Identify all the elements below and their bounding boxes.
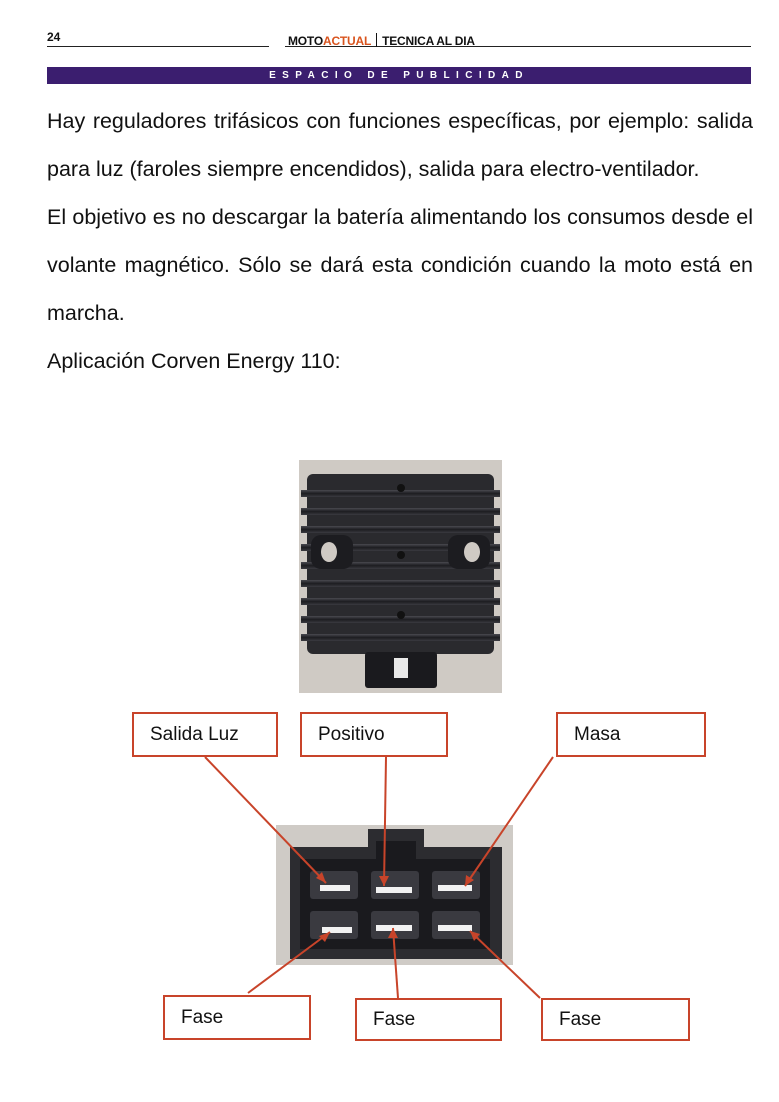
paragraph-2: El objetivo es no descargar la batería alimentando los consumos desde el volante magnético. Sólo se dará esta condición cuando la moto está en marcha. (47, 205, 753, 325)
label-fase-left: Fase (163, 995, 311, 1040)
ad-bar: ESPACIO DE PUBLICIDAD (47, 67, 751, 84)
header-brand (288, 33, 475, 48)
label-fase-center: Fase (355, 998, 502, 1041)
label-fase-right: Fase (541, 998, 690, 1041)
label-positivo: Positivo (300, 712, 448, 757)
page-number: 24 (47, 30, 61, 44)
brand-moto: MOTO (288, 34, 323, 48)
paragraph-1: Hay reguladores trifásicos con funciones específicas, por ejemplo: salida para luz (faroles siempre encendidos), salida para electro-ventilador. (47, 109, 753, 181)
connector-diagram (0, 700, 779, 1060)
header-section: TECNICA AL DIA (382, 34, 475, 48)
label-masa: Masa (556, 712, 706, 757)
brand-actual: ACTUAL (322, 34, 372, 48)
regulator-photo (299, 460, 502, 693)
header-rule-left (47, 46, 269, 47)
label-salida-luz: Salida Luz (132, 712, 278, 757)
paragraph-3: Aplicación Corven Energy 110: (47, 349, 341, 373)
header-separator (376, 33, 377, 47)
article-body (47, 97, 753, 385)
